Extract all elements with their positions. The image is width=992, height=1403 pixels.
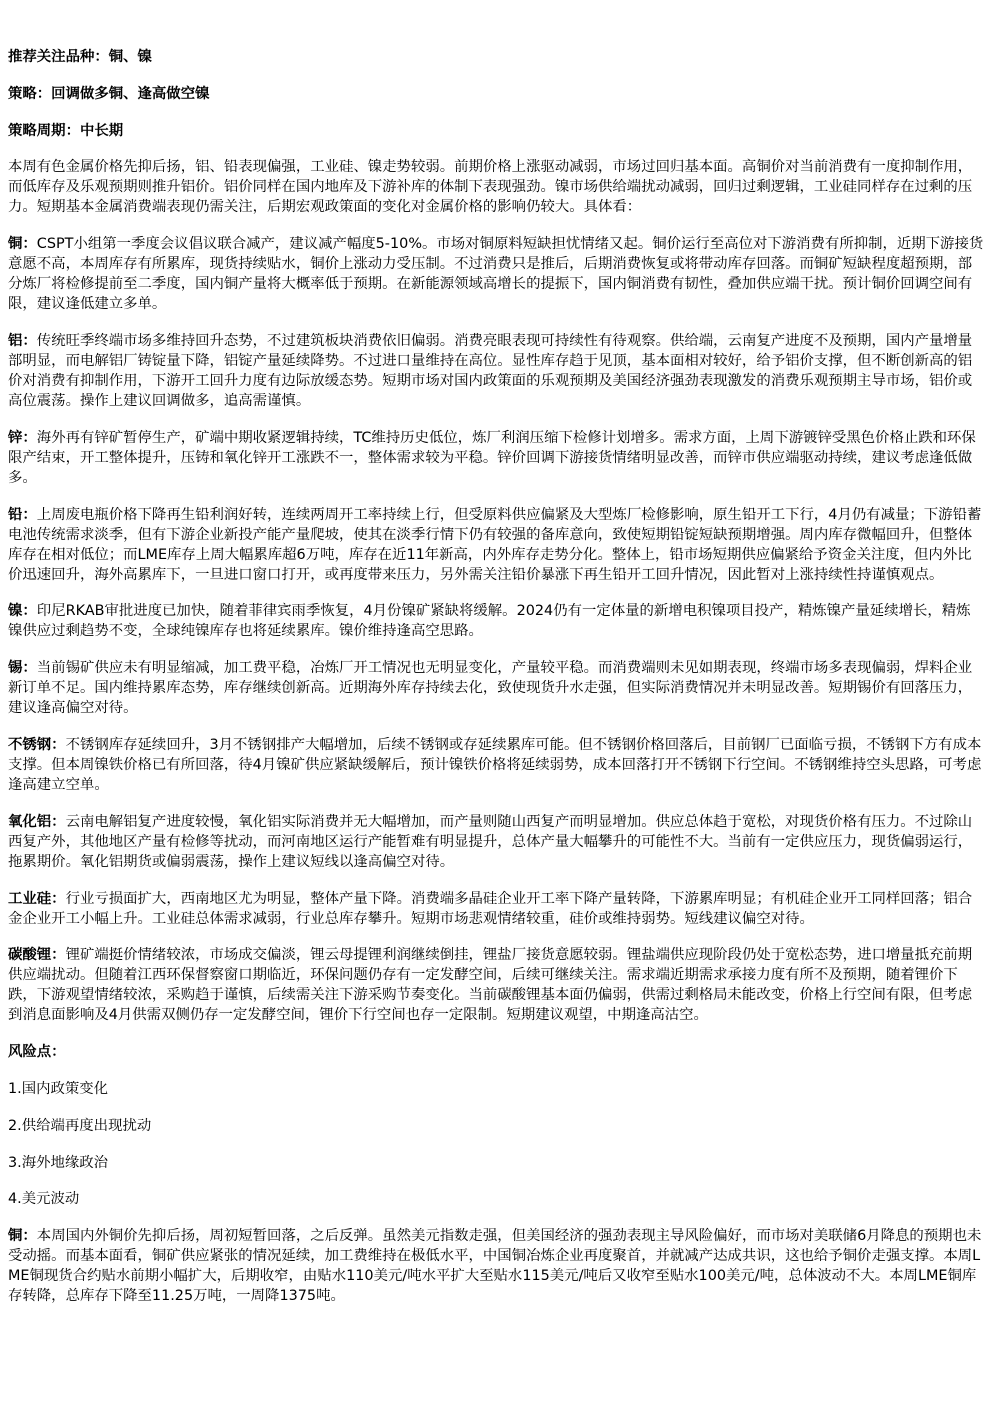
section-label: 铅： [8, 506, 37, 523]
section-text: 不锈钢库存延续回升，3月不锈钢排产大幅增加，后续不锈钢或存延续累库可能。但不锈钢价格回落后，目前钢厂已面临亏损，不锈钢下方有成本支撑。但本周镍铁价格已有所回落，待4月镍矿供应紧缺缓解后，预计镍铁价格将延续弱势，成本回落打开不锈钢下行空间。不锈钢维持空头思路，可考虑逢高建立空单。 [8, 736, 982, 793]
section-label: 镍： [8, 603, 37, 620]
section-text: 行业亏损面扩大，西南地区尤为明显，整体产量下降。消费端多晶硅企业开工率下降产量转降，下游累库明显；有机硅企业开工同样回落；铝合金企业开工小幅上升。工业硅总体需求减弱，行业总库存攀升。短期市场悲观情绪较重，硅价或维持弱势。短线建议偏空对待。 [8, 890, 973, 927]
risk-item: 4.美元波动 [8, 1191, 80, 1208]
section-copper [8, 234, 984, 314]
risk-item: 2.供给端再度出现扰动 [8, 1117, 152, 1134]
risk-item: 3.海外地缘政治 [8, 1154, 109, 1171]
section-lithium-carbonate [8, 945, 984, 1025]
section-label: 碳酸锂： [8, 947, 66, 964]
section-label: 铜： [8, 1228, 37, 1245]
section-zinc [8, 428, 984, 488]
section-text: 海外再有锌矿暂停生产，矿端中期收紧逻辑持续，TC维持历史低位，炼厂利润压缩下检修计划增多。需求方面，上周下游镀锌受黑色价格止跌和环保限产结束，开工整体提升，压铸和氧化锌开工涨跌不一，整体需求较为平稳。锌价回调下游接货情绪明显改善，而锌市供应端驱动持续，建议考虑逢低做多。 [8, 429, 976, 486]
copper-weekly-review [8, 1226, 984, 1306]
section-alumina [8, 812, 984, 872]
risk-item: 1.国内政策变化 [8, 1080, 109, 1097]
section-label: 锌： [8, 429, 37, 446]
section-stainless-steel [8, 735, 984, 795]
risk-heading: 风险点： [8, 1044, 66, 1061]
section-tin [8, 658, 984, 718]
section-text: 印尼RKAB审批进度已加快，随着菲律宾雨季恢复，4月份镍矿紧缺将缓解。2024仍有一定体量的新增电积镍项目投产，精炼镍产量延续增长，精炼镍供应过剩趋势不变，全球纯镍库存也将延续累库。镍价维持逢高空思路。 [8, 603, 971, 640]
section-text: 锂矿端挺价情绪较浓，市场成交偏淡，锂云母提锂利润继续倒挂，锂盐厂接货意愿较弱。锂盐端供应现阶段仍处于宽松态势，进口增量抵充前期供应端扰动。但随着江西环保督察窗口期临近，环保问题仍存有一定发酵空间，后续可继续关注。需求端近期需求承接力度有所不及预期，随着锂价下跌，下游观望情绪较浓，采购趋于谨慎，后续需关注下游采购节奏变化。当前碳酸锂基本面仍偏弱，供需过剩格局未能改变，价格上行空间有限，但考虑到消息面影响及4月供需双侧仍存一定发酵空间，锂价下行空间也存一定限制。短期建议观望，中期逢高沽空。 [8, 947, 973, 1024]
section-text: 云南电解铝复产进度较慢，氧化铝实际消费并无大幅增加，而产量则随山西复产而明显增加。供应总体趋于宽松，对现货价格有压力。不过除山西复产外，其他地区产量有检修等扰动，而河南地区运行产能暂难有明显提升，总体产量大幅攀升的可能性不大。当前有一定供应压力，现货偏弱运行，拖累期价。氧化铝期货或偏弱震荡，操作上建议短线以逢高偏空对待。 [8, 813, 973, 870]
section-label: 工业硅： [8, 890, 66, 907]
section-label: 锡： [8, 660, 37, 677]
strategy-period: 策略周期：中长期 [8, 122, 124, 139]
section-text: 传统旺季终端市场多维持回升态势，不过建筑板块消费依旧偏弱。消费亮眼表现可持续性有待观察。供给端，云南复产进度不及预期，国内产量增量部明显，而电解铝厂铸锭量下降，铝锭产量延续降势。不过进口量维持在高位。显性库存趋于见顶，基本面相对较好，给予铝价支撑，但不断创新高的铝价对消费有抑制作用，下游开工回升力度有边际放缓态势。短期市场对国内政策面的乐观预期及美国经济强劲表现激发的消费乐观预期主导市场，铝价或高位震荡。操作上建议回调做多，追高需谨慎。 [8, 332, 973, 409]
section-label: 氧化铝： [8, 813, 66, 830]
section-text: 当前锡矿供应未有明显缩减，加工费平稳，冶炼厂开工情况也无明显变化，产量较平稳。而消费端则未见如期表现，终端市场多表现偏弱，焊料企业新订单不足。国内维持累库态势，库存继续创新高。近期海外库存持续去化，致使现货升水走强，但实际消费情况并未明显改善。短期锡价有回落压力，建议逢高偏空对待。 [8, 660, 973, 717]
section-label: 不锈钢： [8, 736, 66, 753]
intro-paragraph: 本周有色金属价格先抑后扬，铝、铅表现偏强，工业硅、镍走势较弱。前期价格上涨驱动减弱，市场过回归基本面。高铜价对当前消费有一度抑制作用，而低库存及乐观预期则推升铝价。铝价同样在国内地库及下游补库的体制下表现强劲。镍市场供给端扰动减弱，回归过剩逻辑，工业硅同样存在过剩的压力。短期基本金属消费端表现仍需关注，后期宏观政策面的变化对金属价格的影响仍较大。具体看： [8, 159, 973, 216]
section-industrial-silicon [8, 889, 984, 929]
section-lead [8, 505, 984, 585]
section-text: 本周国内外铜价先抑后扬，周初短暂回落，之后反弹。虽然美元指数走强，但美国经济的强劲表现主导风险偏好，而市场对美联储6月降息的预期也未受动摇。而基本面看，铜矿供应紧张的情况延续，加工费维持在极低水平，中国铜冶炼企业再度聚首，并就减产达成共识，这也给予铜价走强支撑。本周LME铜现货合约贴水前期小幅扩大，后期收窄，由贴水110美元/吨水平扩大至贴水115美元/吨后又收窄至贴水100美元/吨，总体波动不大。本周LME铜库存转降，总库存下降至11.25万吨，一周降1375吨。 [8, 1228, 982, 1305]
recommended-varieties: 推荐关注品种：铜、镍 [8, 49, 152, 65]
section-text: 上周废电瓶价格下降再生铅利润好转，连续两周开工率持续上行，但受原料供应偏紧及大型炼厂检修影响，原生铅开工下行，4月仍有减量；下游铅蓄电池传统需求淡季，但有下游企业新投产能产量爬坡，使其在淡季行情下仍有较强的备库意向，致使短期铅锭短缺预期增强。周内库存微幅回升，但整体库存在相对低位；而LME库存上周大幅累库超6万吨，库存在近11年新高，内外库存走势分化。整体上，铅市场短期供应偏紧给予资金关注度，但内外比价迅速回升，海外高累库下，一旦进口窗口打开，或再度带来压力，另外需关注铅价暴涨下再生铅开工回升情况，因此暂对上涨持续性持谨慎观点。 [8, 506, 982, 583]
strategy-line: 策略：回调做多铜、逢高做空镍 [8, 85, 210, 102]
section-label: 铜： [8, 236, 37, 253]
section-text: CSPT小组第一季度会议倡议联合减产，建议减产幅度5-10%。市场对铜原料短缺担忧情绪又起。铜价运行至高位对下游消费有所抑制，近期下游接货意愿不高，本周库存有所累库，现货持续贴水，铜价上涨动力受压制。不过消费只是推后，后期消费恢复或将带动库存回落。而铜矿短缺程度超预期，部分炼厂将检修提前至二季度，国内铜产量将大概率低于预期。在新能源领域高增长的提振下，国内铜消费有韧性，叠加供应端干扰。预计铜价回调空间有限，建议逢低建立多单。 [8, 236, 984, 313]
section-label: 铝： [8, 332, 37, 349]
section-nickel [8, 601, 984, 641]
section-aluminium [8, 331, 984, 411]
